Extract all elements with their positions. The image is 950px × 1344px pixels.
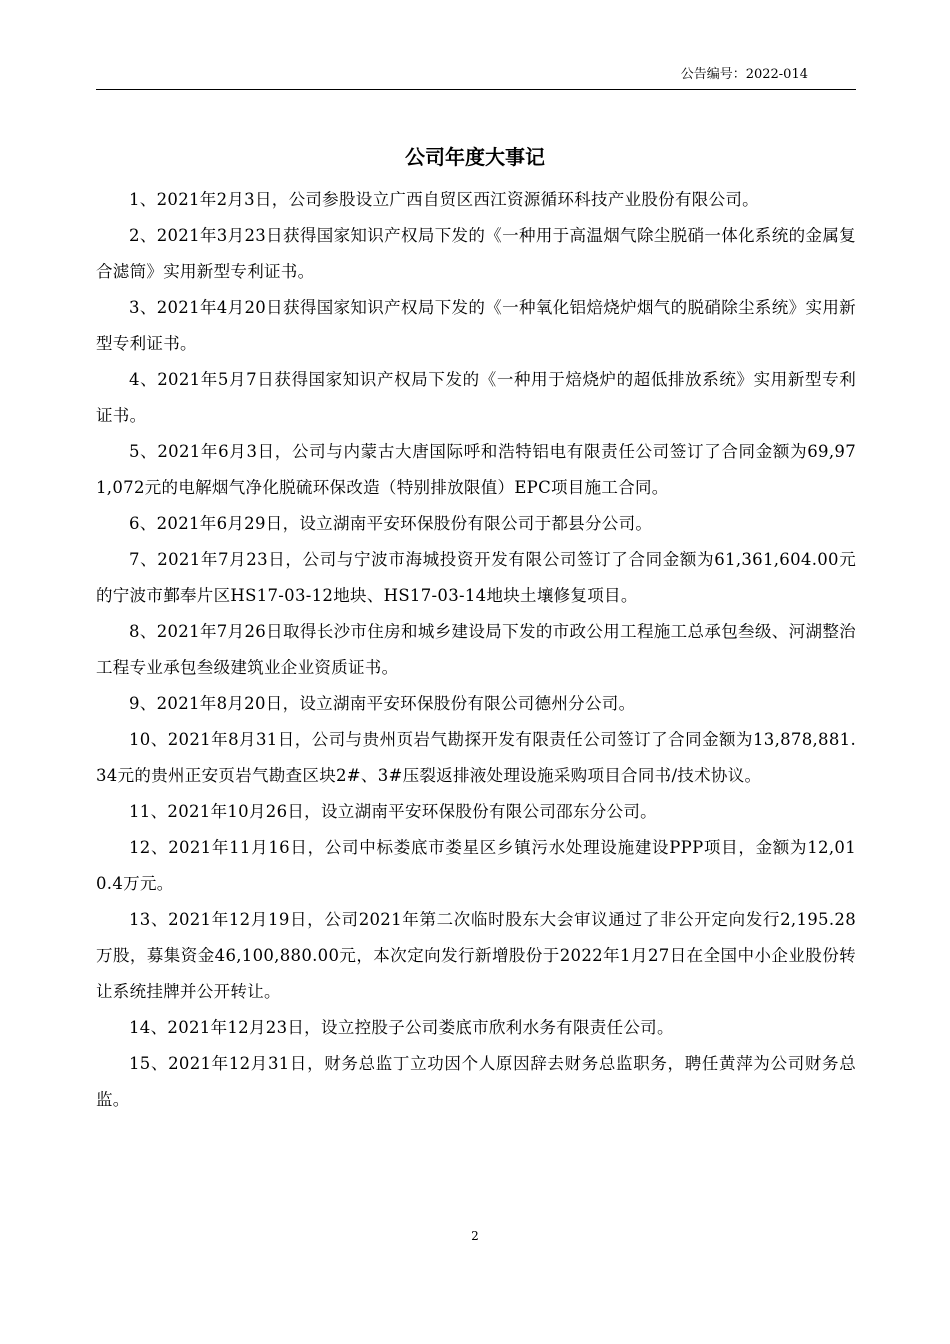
event-item-4: 4、2021年5月7日获得国家知识产权局下发的《一种用于焙烧炉的超低排放系统》实用新型专利证书。 [96,370,856,425]
header-divider [96,89,856,90]
event-item-15: 15、2021年12月31日，财务总监丁立功因个人原因辞去财务总监职务，聘任黄萍为公司财务总监。 [96,1054,856,1109]
event-item-12: 12、2021年11月16日，公司中标娄底市娄星区乡镇污水处理设施建设PPP项目，金额为12,010.4万元。 [96,838,856,893]
event-item-7: 7、2021年7月23日，公司与宁波市海城投资开发有限公司签订了合同金额为61,361,604.00元的宁波市鄞奉片区HS17-03-12地块、HS17-03-14地块土壤修复项目。 [96,550,856,605]
event-item-1: 1、2021年2月3日，公司参股设立广西自贸区西江资源循环科技产业股份有限公司。 [129,190,759,209]
events-list [96,182,856,1118]
event-item-11: 11、2021年10月26日，设立湖南平安环保股份有限公司邵东分公司。 [129,802,657,821]
event-item-6: 6、2021年6月29日，设立湖南平安环保股份有限公司于都县分公司。 [129,514,653,533]
page-title: 公司年度大事记 [405,145,545,169]
event-item-3: 3、2021年4月20日获得国家知识产权局下发的《一种氧化铝焙烧炉烟气的脱硝除尘系统》实用新型专利证书。 [96,298,856,353]
event-item-8: 8、2021年7月26日取得长沙市住房和城乡建设局下发的市政公用工程施工总承包叁级、河湖整治工程专业承包叁级建筑业企业资质证书。 [96,622,856,677]
page-number: 2 [471,1229,479,1243]
event-item-13: 13、2021年12月19日，公司2021年第二次临时股东大会审议通过了非公开定向发行2,195.28万股，募集资金46,100,880.00元，本次定向发行新增股份于2022年1月27日在全国中小企业股份转让系统挂牌并公开转让。 [96,910,856,1001]
event-item-14: 14、2021年12月23日，设立控股子公司娄底市欣利水务有限责任公司。 [129,1018,674,1037]
event-item-10: 10、2021年8月31日，公司与贵州页岩气勘探开发有限责任公司签订了合同金额为13,878,881.34元的贵州正安页岩气勘查区块2#、3#压裂返排液处理设施采购项目合同书/技术协议。 [96,730,856,785]
event-item-5: 5、2021年6月3日，公司与内蒙古大唐国际呼和浩特铝电有限责任公司签订了合同金额为69,971,072元的电解烟气净化脱硫环保改造（特别排放限值）EPC项目施工合同。 [96,442,856,497]
event-item-9: 9、2021年8月20日，设立湖南平安环保股份有限公司德州分公司。 [129,694,636,713]
announcement-number: 公告编号：2022-014 [680,67,808,82]
event-item-2: 2、2021年3月23日获得国家知识产权局下发的《一种用于高温烟气除尘脱硝一体化系统的金属复合滤筒》实用新型专利证书。 [96,226,856,281]
